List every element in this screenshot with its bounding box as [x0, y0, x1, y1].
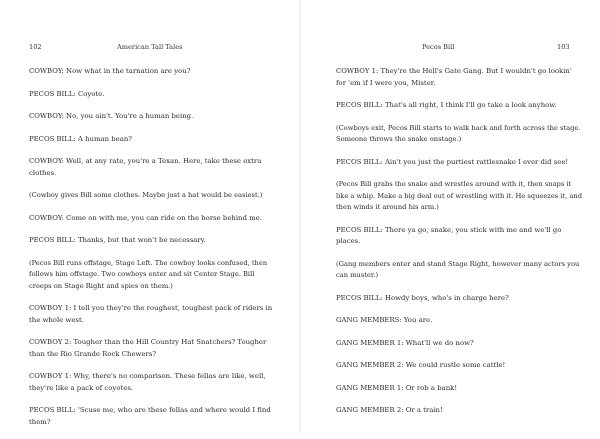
- dialogue-line: COWBOY: Well, at any rate, you're a Texan. Here, take these extra clothes.: [29, 157, 262, 177]
- right-page: [300, 0, 600, 433]
- stage-direction: (Gang members enter and stand Stage Right, however many actors you can muster.): [336, 259, 580, 279]
- dialogue-line: COWBOY: No, you ain't. You're a human being.: [29, 112, 194, 120]
- dialogue-line: COWBOY: Now what in the tarnation are you?: [29, 67, 191, 75]
- dialogue-line: PECOS BILL: Ain't you just the purtiest rattlesnake I ever did see!: [336, 157, 569, 166]
- dialogue-line: PECOS BILL: Thanks, but that won't be necessary.: [29, 236, 206, 244]
- dialogue-line: GANG MEMBER 2: Or a train!: [336, 406, 443, 414]
- stage-direction: (Cowboys exit, Pecos Bill starts to walk back and forth across the stage. Someone throws the snake onstage.): [336, 123, 581, 143]
- dialogue-line: GANG MEMBERS: You are.: [336, 316, 433, 324]
- page-body: [336, 66, 582, 428]
- dialogue-line: GANG MEMBER 1: Or rob a bank!: [336, 383, 458, 392]
- dialogue-line: PECOS BILL: That's all right, I think I'll go take a look anyhow.: [336, 101, 557, 109]
- running-head: Pecos Bill: [422, 43, 455, 51]
- dialogue-line: GANG MEMBER 1: What'll we do now?: [336, 338, 474, 347]
- dialogue-line: COWBOY 1: They're the Hell's Gate Gang. But I wouldn't go lookin' for 'em if I were you, Mister.: [336, 67, 572, 87]
- dialogue-line: COWBOY: Come on with me, you can ride on the horse behind me.: [29, 213, 262, 222]
- dialogue-line: PECOS BILL: Howdy boys, who's in charge here?: [336, 293, 509, 302]
- stage-direction: (Pecos Bill runs offstage, Stage Left. The cowboy looks confused, then follows him offstage. Two cowboys enter and sit Center Stage. Bill creeps on Stage Right and spies on them.): [29, 258, 268, 290]
- dialogue-line: GANG MEMBER 2: We could rustle some cattle!: [336, 361, 506, 369]
- stage-direction: (Pecos Bill grabs the snake and wrestles around with it, then snaps it like a whip. Make a big deal out of wrestling with it. He squeezes it, and then winds it around his arm.): [336, 180, 582, 211]
- page-number: 102: [29, 43, 42, 51]
- dialogue-line: COWBOY 1: I tell you they're the roughest, toughest pack of riders in the whole west.: [29, 304, 273, 324]
- page-number: 103: [557, 43, 570, 51]
- left-page: [0, 0, 300, 433]
- dialogue-line: COWBOY 1: Why, there's no comparison. These fellas are like, well, they're like a pack of coyotes.: [29, 372, 266, 392]
- stage-direction: (Cowboy gives Bill some clothes. Maybe just a hat would be easiest.): [29, 191, 263, 199]
- page-body: [29, 66, 275, 439]
- dialogue-line: PECOS BILL: There ya go, snake, you stick with me and we'll go places.: [336, 225, 562, 245]
- dialogue-line: PECOS BILL: 'Scuse me, who are these fellas and where would I find them?: [29, 406, 271, 426]
- dialogue-line: PECOS BILL: A human bean?: [29, 134, 132, 143]
- dialogue-line: COWBOY 2: Tougher than the Hill Country Hat Snatchers? Tougher than the Rio Grande Rock Chewers?: [29, 338, 267, 358]
- running-head: American Tall Tales: [117, 43, 183, 51]
- dialogue-line: PECOS BILL: Coyote.: [29, 89, 105, 98]
